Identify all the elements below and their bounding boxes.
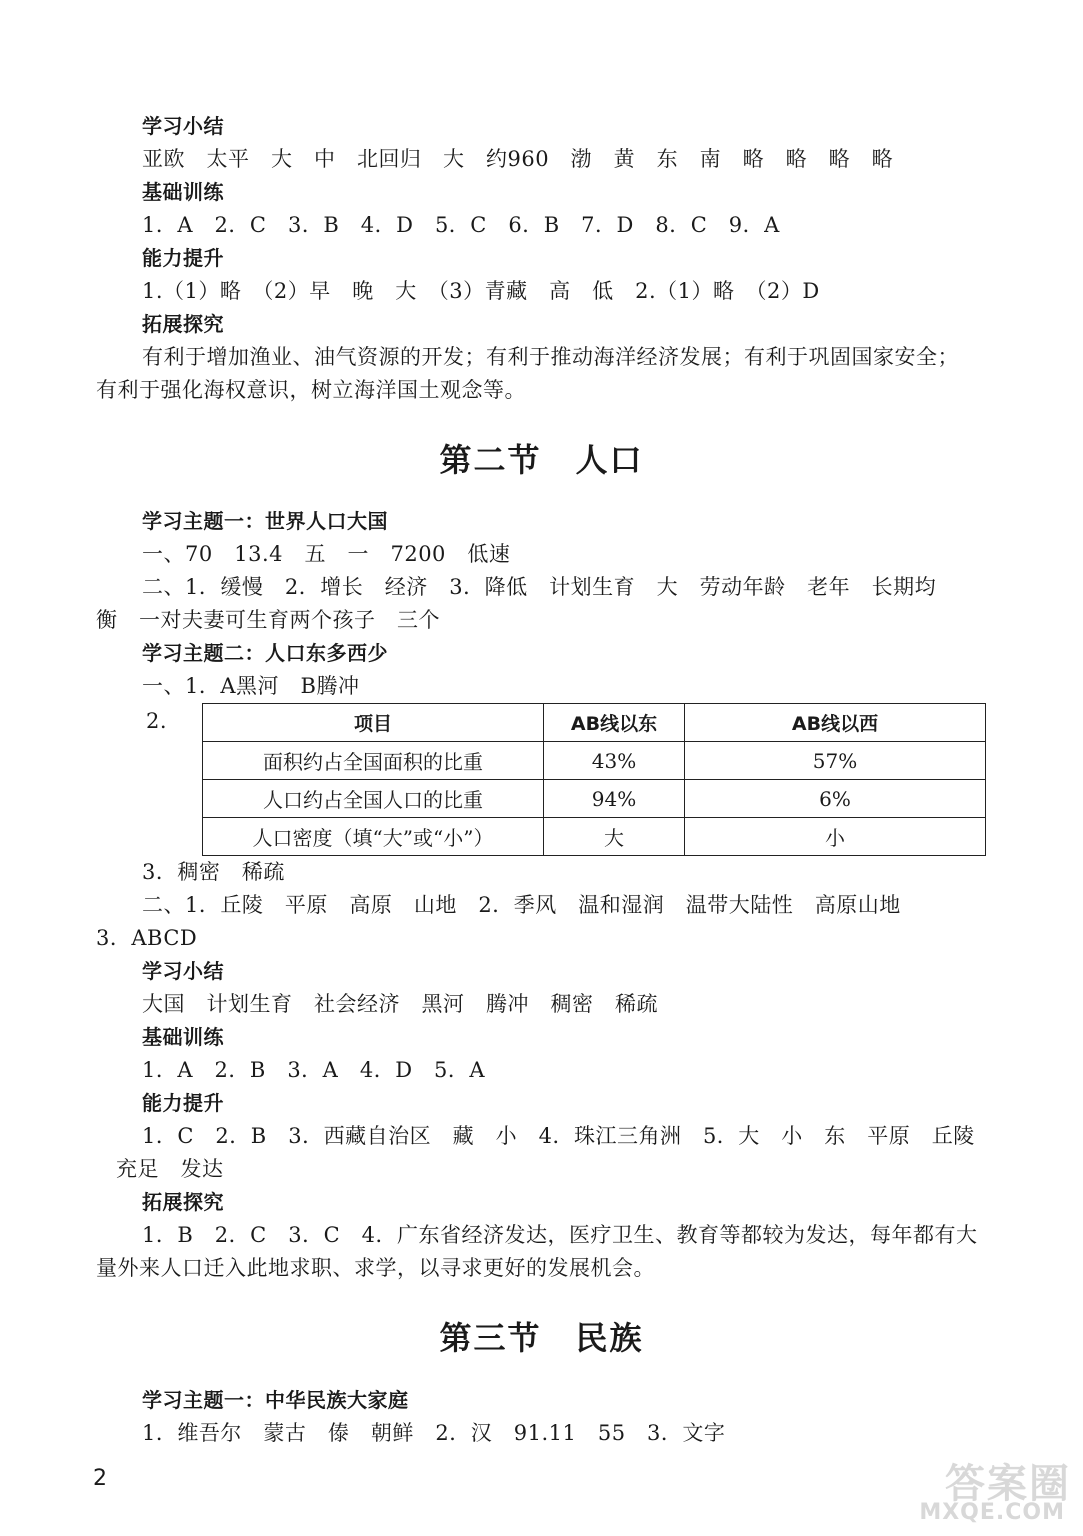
section-title-population: 第二节 人口 [439, 441, 644, 479]
basic-answers: 1．A 2．B 3．A 4．D 5．A [142, 1058, 486, 1082]
table-header-west: AB线以西 [685, 704, 986, 742]
topic-2-line-5: 3．ABCD [96, 926, 198, 950]
section-head-ability: 能力提升 [142, 246, 224, 270]
section-head-basic: 基础训练 [142, 180, 224, 204]
table-cell: 43% [544, 742, 685, 780]
watermark-sub-text: MXQE.COM [919, 1500, 1065, 1525]
topic-2-head: 学习主题二：人口东多西少 [142, 641, 388, 665]
section-head-explore: 拓展探究 [142, 312, 224, 336]
topic-2-line-4: 二、1．丘陵 平原 高原 山地 2．季风 温和湿润 温带大陆性 高原山地 [142, 893, 901, 917]
table-cell: 大 [544, 818, 685, 856]
table-cell: 6% [685, 780, 986, 818]
population-table [202, 703, 986, 856]
table-header-item: 项目 [203, 704, 544, 742]
explore-line-2: 量外来人口迁入此地求职、求学，以寻求更好的发展机会。 [96, 1256, 655, 1280]
section-title-ethnic-groups: 第三节 民族 [439, 1319, 644, 1357]
topic-2-line-3: 3．稠密 稀疏 [142, 860, 285, 884]
topic-1-line-1: 1．维吾尔 蒙古 傣 朝鲜 2．汉 91.11 55 3．文字 [142, 1421, 726, 1445]
section-head-explore: 拓展探究 [142, 1190, 224, 1214]
topic-1-line-2: 二、1．缓慢 2．增长 经济 3．降低 计划生育 大 劳动年龄 老年 长期均 [142, 575, 937, 599]
explore-line-2: 有利于强化海权意识，树立海洋国土观念等。 [96, 378, 526, 402]
topic-2-item-2-number: 2. [146, 709, 168, 733]
topic-2-line-1: 一、1．A黑河 B腾冲 [142, 674, 360, 698]
table-header-row [203, 704, 986, 742]
page-number: 2 [93, 1466, 107, 1491]
topic-1-head: 学习主题一：中华民族大家庭 [142, 1388, 409, 1412]
table-cell: 57% [685, 742, 986, 780]
summary-answers: 亚欧 太平 大 中 北回归 大 约960 渤 黄 东 南 略 略 略 略 [142, 147, 894, 171]
section-head-basic: 基础训练 [142, 1025, 224, 1049]
table-row [203, 818, 986, 856]
summary-answers: 大国 计划生育 社会经济 黑河 腾冲 稠密 稀疏 [142, 992, 658, 1016]
section-head-ability: 能力提升 [142, 1091, 224, 1115]
table-cell: 面积约占全国面积的比重 [203, 742, 544, 780]
ability-answers: 1.（1）略 （2）早 晚 大 （3）青藏 高 低 2.（1）略 （2）D [142, 279, 820, 303]
topic-1-head: 学习主题一：世界人口大国 [142, 509, 388, 533]
ability-line-1: 1．C 2．B 3．西藏自治区 藏 小 4．珠江三角洲 5．大 小 东 平原 丘陵 [142, 1124, 975, 1148]
table-row [203, 780, 986, 818]
table-cell: 94% [544, 780, 685, 818]
topic-1-line-1: 一、70 13.4 五 一 7200 低速 [142, 542, 511, 566]
basic-answers: 1．A 2．C 3．B 4．D 5．C 6．B 7．D 8．C 9．A [142, 213, 780, 237]
table-cell: 人口密度（填“大”或“小”） [203, 818, 544, 856]
explore-line-1: 1．B 2．C 3．C 4．广东省经济发达，医疗卫生、教育等都较为发达，每年都有大 [142, 1223, 978, 1247]
table-header-east: AB线以东 [544, 704, 685, 742]
ability-line-2: 充足 发达 [116, 1157, 224, 1181]
watermark-logo [871, 1452, 1071, 1532]
table-cell: 人口约占全国人口的比重 [203, 780, 544, 818]
table-row [203, 742, 986, 780]
section-head-summary: 学习小结 [142, 114, 224, 138]
watermark-main-text: 答案圈 [945, 1461, 1071, 1507]
section-head-summary: 学习小结 [142, 959, 224, 983]
table-cell: 小 [685, 818, 986, 856]
topic-1-line-3: 衡 一对夫妻可生育两个孩子 三个 [96, 608, 440, 632]
explore-line-1: 有利于增加渔业、油气资源的开发；有利于推动海洋经济发展；有利于巩固国家安全； [142, 345, 959, 369]
